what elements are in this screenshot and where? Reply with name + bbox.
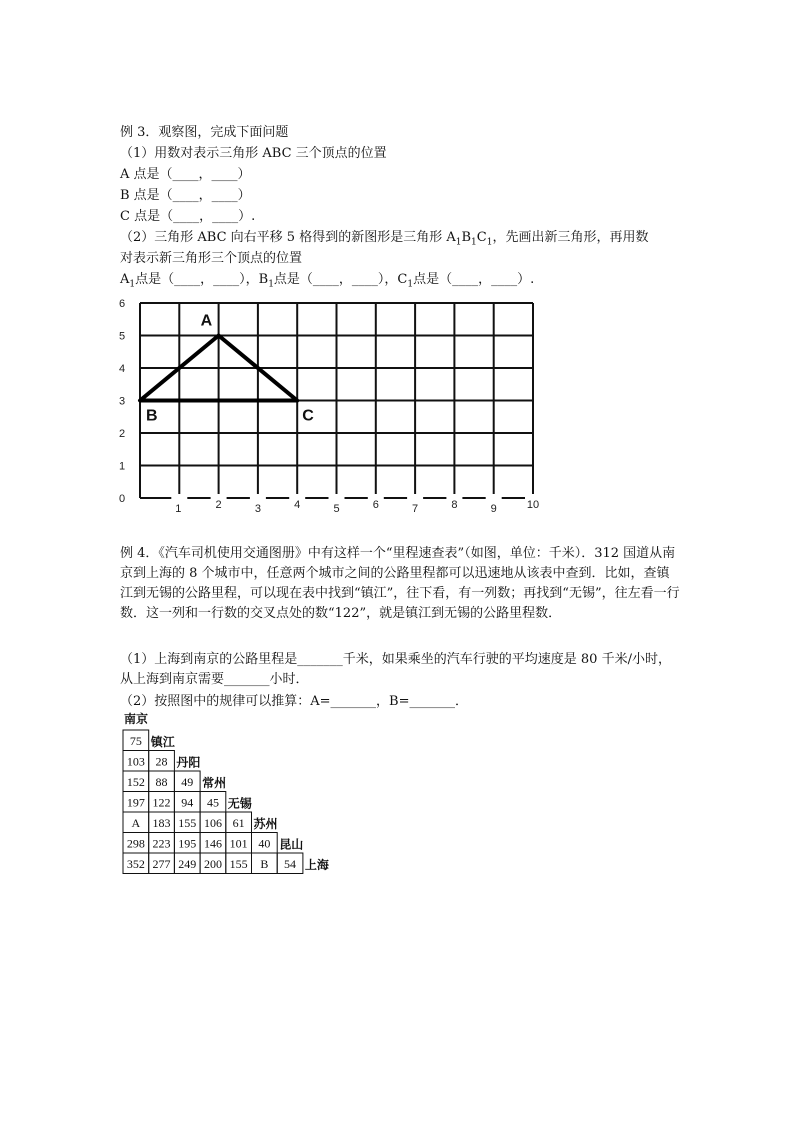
city-label: 无锡 (227, 796, 252, 811)
x-tick-label: 7 (412, 503, 419, 515)
y-tick-label: 5 (118, 330, 126, 343)
example3-question-2-cont: 对表示新三角形三个顶点的位置 (120, 251, 303, 266)
example4-question-1: （1）上海到南京的公路里程是_______千米，如果乘坐的汽车行驶的平均速度是 80 千米/小时，从上海到南京需要_______小时． (120, 652, 671, 687)
city-label: 昆山 (279, 837, 304, 852)
table-cell-value: 101 (229, 836, 248, 851)
table-cell-value: 197 (126, 795, 145, 810)
x-tick-label: 6 (372, 499, 379, 511)
y-tick-label: 1 (118, 460, 126, 473)
x-tick-label: 8 (451, 499, 458, 511)
city-label: 常州 (202, 776, 227, 790)
example3-question-2: （2）三角形 ABC 向右平移 5 格得到的新图形是三角形 $A_1B_1C_1$，先画出新三角形，再用数 (120, 230, 649, 248)
point-a-blank: A 点是（____，____） (120, 167, 251, 182)
table-cell-value: 28 (155, 754, 168, 769)
city-label: 镇江 (150, 735, 175, 749)
x-tick-label: 3 (254, 503, 261, 515)
table-cell-value: 155 (178, 816, 197, 830)
table-cell-value: 195 (178, 836, 197, 851)
point-c-blank: C 点是（____，____）. (120, 209, 256, 224)
table-cell-value: 155 (229, 857, 248, 871)
city-label: 南京 (124, 712, 149, 726)
table-cell-value: 49 (181, 775, 194, 789)
y-tick-label: 2 (118, 428, 126, 440)
table-cell-value: 54 (284, 857, 297, 871)
table-cell-value: 183 (152, 816, 171, 830)
city-label: 丹阳 (176, 755, 201, 770)
y-tick-label: 4 (118, 363, 126, 375)
vertex-a-label: A (200, 312, 213, 330)
x-tick-label: 2 (215, 499, 222, 511)
table-cell-value: 75 (129, 734, 142, 748)
x-tick-label: 9 (490, 503, 497, 515)
table-cell-value: 277 (152, 857, 171, 871)
table-cell-value: 103 (126, 754, 145, 769)
x-tick-label: 10 (526, 499, 540, 511)
table-cell-value: 122 (152, 795, 171, 810)
vertex-b-label: B (146, 407, 158, 425)
new-points-blanks: $A_1$点是（____，____），$B_1$点是（____，____），$C_1$点是（____，____）. (120, 272, 535, 290)
mileage-table (122, 710, 352, 880)
example3-title: 例 3．观察图，完成下面问题 (120, 125, 289, 140)
table-cell-value: 45 (206, 795, 219, 810)
x-tick-gap (171, 494, 187, 502)
x-tick-gap (250, 494, 266, 502)
x-tick-label: 4 (294, 499, 301, 511)
table-cell-value: 94 (181, 795, 194, 810)
table-cell-value: 40 (258, 836, 271, 851)
x-tick-gap (329, 494, 345, 502)
table-cell-value: 223 (152, 836, 171, 851)
example4-question-2: （2）按照图中的规律可以推算：A=_______，B=_______． (120, 694, 468, 709)
x-tick-gap (407, 494, 423, 502)
y-tick-label: 0 (118, 493, 126, 505)
table-cell-value: 298 (126, 836, 145, 851)
y-tick-label: 6 (118, 298, 126, 310)
x-tick-label: 5 (333, 503, 340, 515)
table-cell-value: 200 (203, 857, 222, 871)
table-cell-value: A (131, 816, 141, 830)
x-tick-gap (486, 494, 502, 502)
example3-question-1: （1）用数对表示三角形 ABC 三个顶点的位置 (120, 146, 387, 161)
table-cell-value: 146 (203, 836, 222, 851)
point-b-blank: B 点是（____，____） (120, 188, 251, 203)
coordinate-grid (114, 292, 550, 518)
table-cell-value: B (260, 857, 269, 871)
table-cell-value: 61 (232, 816, 245, 830)
city-label: 上海 (304, 858, 329, 872)
table-cell-value: 88 (155, 775, 168, 789)
table-cell-value: 106 (203, 816, 222, 830)
table-cell-value: 152 (126, 775, 145, 789)
table-cell-value: 249 (178, 857, 197, 871)
city-label: 苏州 (253, 817, 278, 831)
x-tick-label: 1 (175, 503, 182, 515)
y-tick-label: 3 (118, 395, 126, 408)
example4-intro: 例 4．《汽车司机使用交通图册》中有这样一个“里程速查表”（如图，单位：千米）．312 国道从南京到上海的 8 个城市中，任意两个城市之间的公路里程都可以迅速地从该表中查到．比如，查镇江到无锡的公路里程，可以现在表中找到“镇江”，往下看，有一列数；再找到“无锡”，往左看一行数．这一列和一行数的交叉点处的数“122”，就是镇江到无锡的公路里程数． (120, 546, 680, 621)
vertex-c-label: C (302, 407, 314, 425)
table-cell-value: 352 (126, 857, 145, 871)
